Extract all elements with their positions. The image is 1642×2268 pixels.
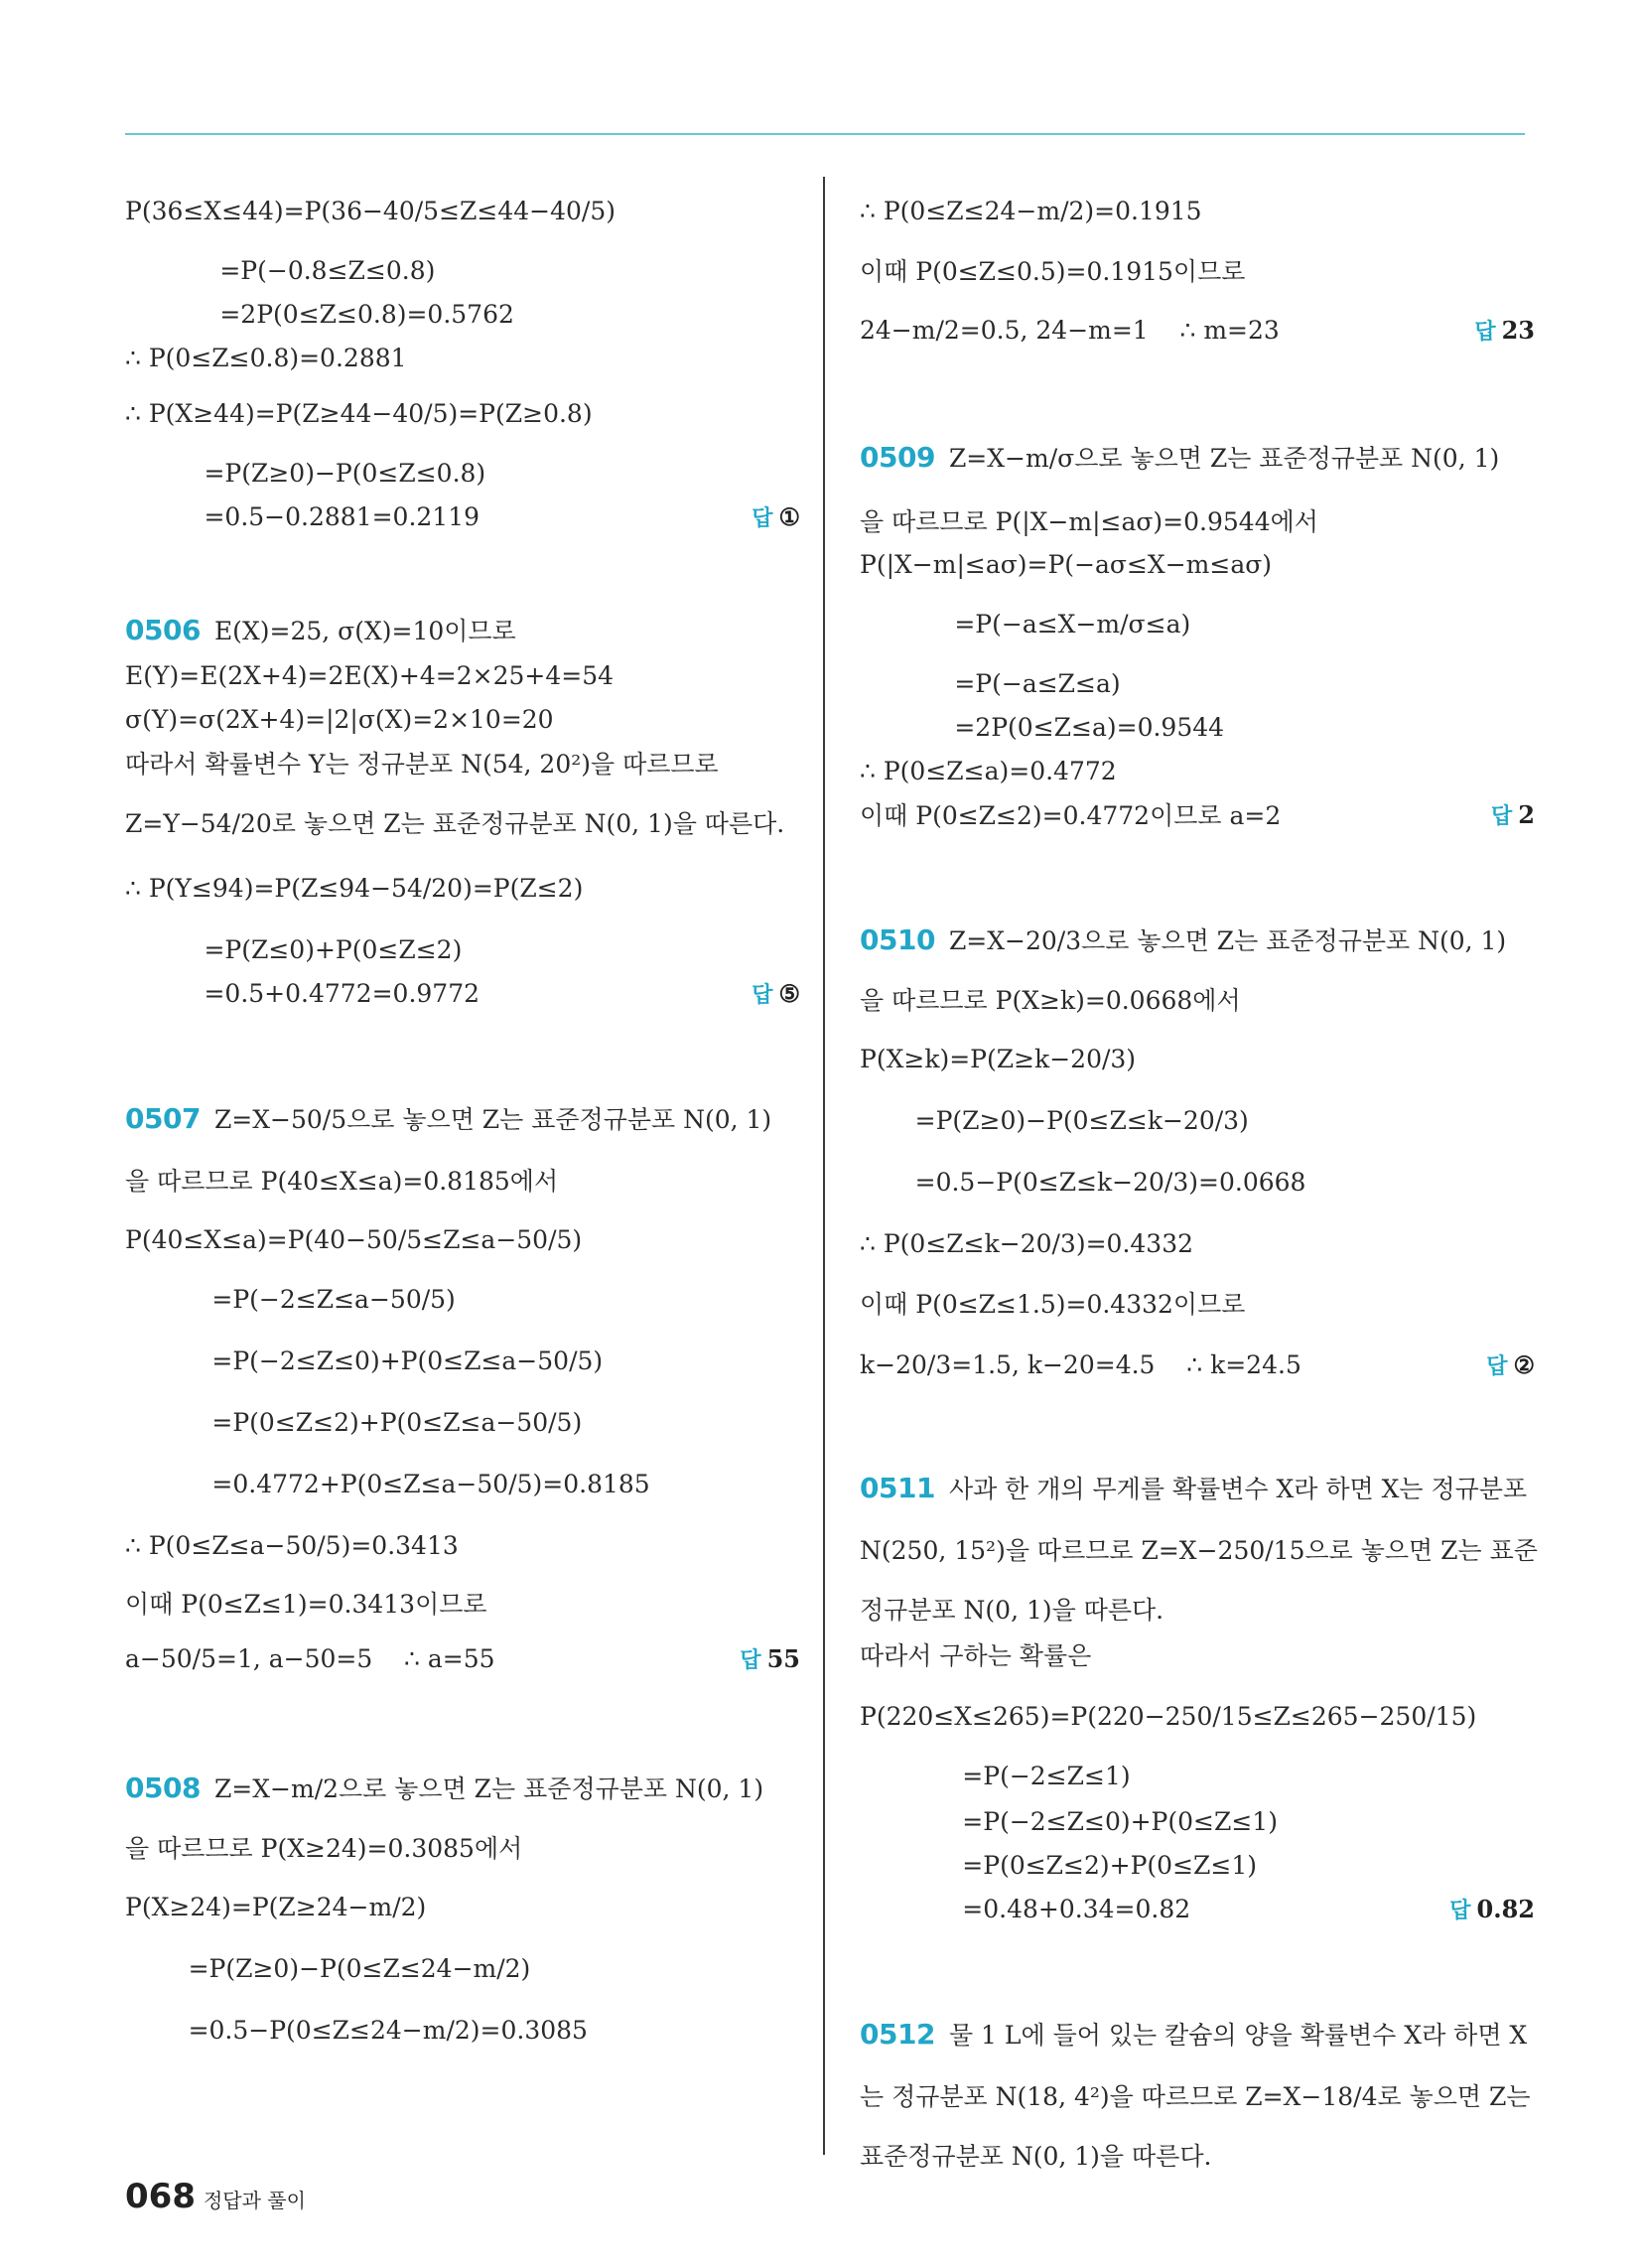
solution-line xyxy=(860,1686,1535,1746)
solution-line xyxy=(125,1629,800,1688)
solution-line xyxy=(860,1029,1535,1088)
answer-tag: 답 xyxy=(1449,1898,1471,1923)
problem-header xyxy=(860,2004,1535,2063)
line-text: =0.5−P(0≤Z≤k−20/3)=0.0668 xyxy=(860,1167,1306,1197)
solution-line xyxy=(125,1150,800,1209)
line-text: Z=X−m/2으로 놓으면 Z는 표준정규분포 N(0, 1) xyxy=(213,1774,764,1803)
line-text: P(X≥k)=P(Z≥k−20/3) xyxy=(860,1044,1137,1073)
page-number: 068 xyxy=(125,2177,196,2216)
line-text: 따라서 확률변수 Y는 정규분포 N(54, 20²)을 따르므로 xyxy=(125,750,719,779)
solution-line xyxy=(860,1879,1535,1938)
solution-line xyxy=(125,733,800,792)
problem-number: 0510 xyxy=(860,922,935,956)
line-text: 정규분포 N(0, 1)을 따른다. xyxy=(860,1596,1164,1625)
solution-line xyxy=(860,1625,1535,1684)
solution-line xyxy=(860,2065,1535,2125)
solution-line xyxy=(860,181,1535,240)
solution-line xyxy=(125,792,800,852)
solution-line xyxy=(125,1331,800,1390)
problem-header xyxy=(125,1758,800,1817)
line-text: Z=X−50/5으로 놓으면 Z는 표준정규분포 N(0, 1) xyxy=(213,1105,772,1134)
answer-mark xyxy=(752,501,800,532)
line-text: =P(Z≥0)−P(0≤Z≤0.8) xyxy=(125,458,486,488)
line-text: ∴ P(0≤Z≤24−m/2)=0.1915 xyxy=(860,196,1202,225)
solution-line xyxy=(860,1335,1535,1394)
line-text: P(220≤X≤265)=P(220−250/15≤Z≤265−250/15) xyxy=(860,1701,1477,1731)
solution-line xyxy=(860,534,1535,594)
line-text: 따라서 구하는 확률은 xyxy=(860,1641,1092,1670)
problem-header xyxy=(860,1458,1535,1517)
solution-line xyxy=(125,858,800,918)
line-text: 을 따르므로 P(X≥24)=0.3085에서 xyxy=(125,1834,523,1863)
solution-line xyxy=(860,1273,1535,1333)
line-text: 24−m/2=0.5, 24−m=1 ∴ m=23 xyxy=(860,315,1280,345)
line-text: 표준정규분포 N(0, 1)을 따른다. xyxy=(860,2142,1212,2171)
solution-line xyxy=(860,1519,1538,1579)
line-text: ∴ P(Y≤94)=P(Z≤94−54/20)=P(Z≤2) xyxy=(125,873,584,903)
line-text: =P(−2≤Z≤0)+P(0≤Z≤a−50/5) xyxy=(125,1346,604,1375)
solution-line xyxy=(860,969,1535,1029)
solution-line xyxy=(125,1877,800,1936)
line-text: ∴ P(0≤Z≤a)=0.4772 xyxy=(860,756,1117,785)
answer-mark xyxy=(1474,315,1535,346)
line-text: =P(−2≤Z≤0)+P(0≤Z≤1) xyxy=(860,1806,1278,1836)
line-text: 이때 P(0≤Z≤1)=0.3413이므로 xyxy=(125,1590,487,1619)
line-text: =P(0≤Z≤2)+P(0≤Z≤1) xyxy=(860,1850,1258,1880)
line-text: ∴ P(0≤Z≤a−50/5)=0.3413 xyxy=(125,1530,459,1560)
line-text: =P(−2≤Z≤1) xyxy=(860,1761,1131,1790)
problem-number: 0509 xyxy=(860,440,935,474)
solution-line xyxy=(125,2000,800,2059)
solution-line xyxy=(125,1392,800,1452)
line-text: 이때 P(0≤Z≤2)=0.4772이므로 a=2 xyxy=(860,801,1282,830)
solution-line xyxy=(125,1938,800,1998)
line-text: =P(−a≤X−m/σ≤a) xyxy=(860,609,1191,638)
line-text: 는 정규분포 N(18, 4²)을 따르므로 Z=X−18/4로 놓으면 Z는 xyxy=(860,2082,1531,2111)
line-text: Z=X−20/3으로 놓으면 Z는 표준정규분포 N(0, 1) xyxy=(948,926,1507,955)
line-text: 을 따르므로 P(40≤X≤a)=0.8185에서 xyxy=(125,1167,559,1196)
solution-line xyxy=(125,1454,800,1513)
top-rule xyxy=(125,133,1525,135)
line-text: P(40≤X≤a)=P(40−50/5≤Z≤a−50/5) xyxy=(125,1224,583,1254)
solution-line xyxy=(860,1213,1535,1273)
answer-tag: 답 xyxy=(752,982,773,1008)
answer-value: 23 xyxy=(1501,315,1535,345)
line-text: =2P(0≤Z≤0.8)=0.5762 xyxy=(125,299,514,329)
answer-value: 2 xyxy=(1518,799,1535,829)
solution-line xyxy=(860,1090,1535,1150)
line-text: Z=X−m/σ으로 놓으면 Z는 표준정규분포 N(0, 1) xyxy=(948,444,1500,473)
page-footer xyxy=(125,2177,306,2216)
problem-header xyxy=(125,1088,800,1148)
column-divider xyxy=(823,177,825,2155)
line-text: 을 따르므로 P(|X−m|≤aσ)=0.9544에서 xyxy=(860,507,1318,536)
line-text: 이때 P(0≤Z≤1.5)=0.4332이므로 xyxy=(860,1290,1246,1319)
problem-header xyxy=(860,910,1535,969)
line-text: a−50/5=1, a−50=5 ∴ a=55 xyxy=(125,1643,495,1673)
line-text: ∴ P(0≤Z≤k−20/3)=0.4332 xyxy=(860,1228,1194,1258)
answer-value: 0.82 xyxy=(1476,1894,1535,1923)
answer-tag: 답 xyxy=(1491,803,1513,829)
line-text: Z=Y−54/20로 놓으면 Z는 표준정규분포 N(0, 1)을 따른다. xyxy=(125,809,785,838)
line-text: P(X≥24)=P(Z≥24−m/2) xyxy=(125,1892,427,1921)
line-text: =2P(0≤Z≤a)=0.9544 xyxy=(860,712,1225,742)
line-text: σ(Y)=σ(2X+4)=|2|σ(X)=2×10=20 xyxy=(125,704,554,734)
line-text: 물 1 L에 들어 있는 칼슘의 양을 확률변수 X라 하면 X xyxy=(948,2021,1528,2050)
problem-number: 0508 xyxy=(125,1771,201,1804)
answer-tag: 답 xyxy=(1486,1353,1508,1379)
line-text: =0.5+0.4772=0.9772 xyxy=(125,978,480,1008)
solution-line xyxy=(860,2125,1535,2185)
solution-line xyxy=(125,487,800,546)
solution-line xyxy=(125,1573,800,1632)
solution-line xyxy=(860,240,1535,300)
problem-number: 0512 xyxy=(860,2017,935,2051)
answer-tag: 답 xyxy=(740,1647,761,1673)
line-text: =P(−a≤Z≤a) xyxy=(860,668,1121,698)
line-text: P(|X−m|≤aσ)=P(−aσ≤X−m≤aσ) xyxy=(860,549,1273,579)
line-text: =P(−2≤Z≤a−50/5) xyxy=(125,1284,456,1314)
answer-value: ⑤ xyxy=(778,978,800,1008)
footer-section-label: 정답과 풀이 xyxy=(203,2189,306,2212)
line-text: =0.5−P(0≤Z≤24−m/2)=0.3085 xyxy=(125,2015,588,2045)
solution-line xyxy=(860,1152,1535,1211)
problem-number: 0506 xyxy=(125,613,201,646)
solution-line xyxy=(125,1515,800,1575)
line-text: E(Y)=E(2X+4)=2E(X)+4=2×25+4=54 xyxy=(125,660,615,690)
line-text: =P(Z≥0)−P(0≤Z≤24−m/2) xyxy=(125,1953,531,1983)
solution-line xyxy=(125,328,800,387)
line-text: =0.48+0.34=0.82 xyxy=(860,1894,1191,1923)
answer-tag: 답 xyxy=(752,505,773,531)
answer-tag: 답 xyxy=(1474,319,1496,345)
line-text: 사과 한 개의 무게를 확률변수 X라 하면 X는 정규분포 xyxy=(948,1475,1528,1503)
answer-value: ① xyxy=(778,501,800,531)
line-text: ∴ P(0≤Z≤0.8)=0.2881 xyxy=(125,343,407,372)
line-text: =P(0≤Z≤2)+P(0≤Z≤a−50/5) xyxy=(125,1407,583,1437)
line-text: =P(−0.8≤Z≤0.8) xyxy=(125,255,436,285)
solution-line xyxy=(125,1269,800,1329)
answer-value: 55 xyxy=(766,1643,800,1673)
answer-value: ② xyxy=(1513,1349,1535,1379)
answer-mark xyxy=(1449,1894,1535,1924)
answer-mark xyxy=(1491,799,1535,830)
solution-line xyxy=(125,1817,800,1877)
solution-line xyxy=(860,784,1535,844)
answer-mark xyxy=(752,978,800,1009)
line-text: =P(Z≥0)−P(0≤Z≤k−20/3) xyxy=(860,1105,1249,1135)
solution-line xyxy=(125,1209,800,1269)
line-text: E(X)=25, σ(X)=10이므로 xyxy=(213,617,516,645)
solution-line xyxy=(125,963,800,1023)
solution-line xyxy=(860,300,1535,359)
line-text: N(250, 15²)을 따르므로 Z=X−250/15으로 놓으면 Z는 표준 xyxy=(860,1536,1538,1565)
line-text: =0.4772+P(0≤Z≤a−50/5)=0.8185 xyxy=(125,1469,650,1498)
answer-mark xyxy=(740,1643,800,1674)
line-text: 이때 P(0≤Z≤0.5)=0.1915이므로 xyxy=(860,257,1246,286)
line-text: =P(Z≤0)+P(0≤Z≤2) xyxy=(125,934,463,964)
line-text: =0.5−0.2881=0.2119 xyxy=(125,501,480,531)
line-text: 을 따르므로 P(X≥k)=0.0668에서 xyxy=(860,986,1241,1015)
problem-header xyxy=(860,427,1535,487)
answer-mark xyxy=(1486,1349,1535,1380)
problem-number: 0511 xyxy=(860,1471,935,1504)
solution-line xyxy=(125,383,800,443)
solution-line xyxy=(860,594,1535,653)
line-text: ∴ P(X≥44)=P(Z≥44−40/5)=P(Z≥0.8) xyxy=(125,398,593,428)
line-text: k−20/3=1.5, k−20=4.5 ∴ k=24.5 xyxy=(860,1349,1301,1379)
line-text: P(36≤X≤44)=P(36−40/5≤Z≤44−40/5) xyxy=(125,196,616,225)
solution-line xyxy=(125,181,800,240)
problem-number: 0507 xyxy=(125,1101,201,1135)
